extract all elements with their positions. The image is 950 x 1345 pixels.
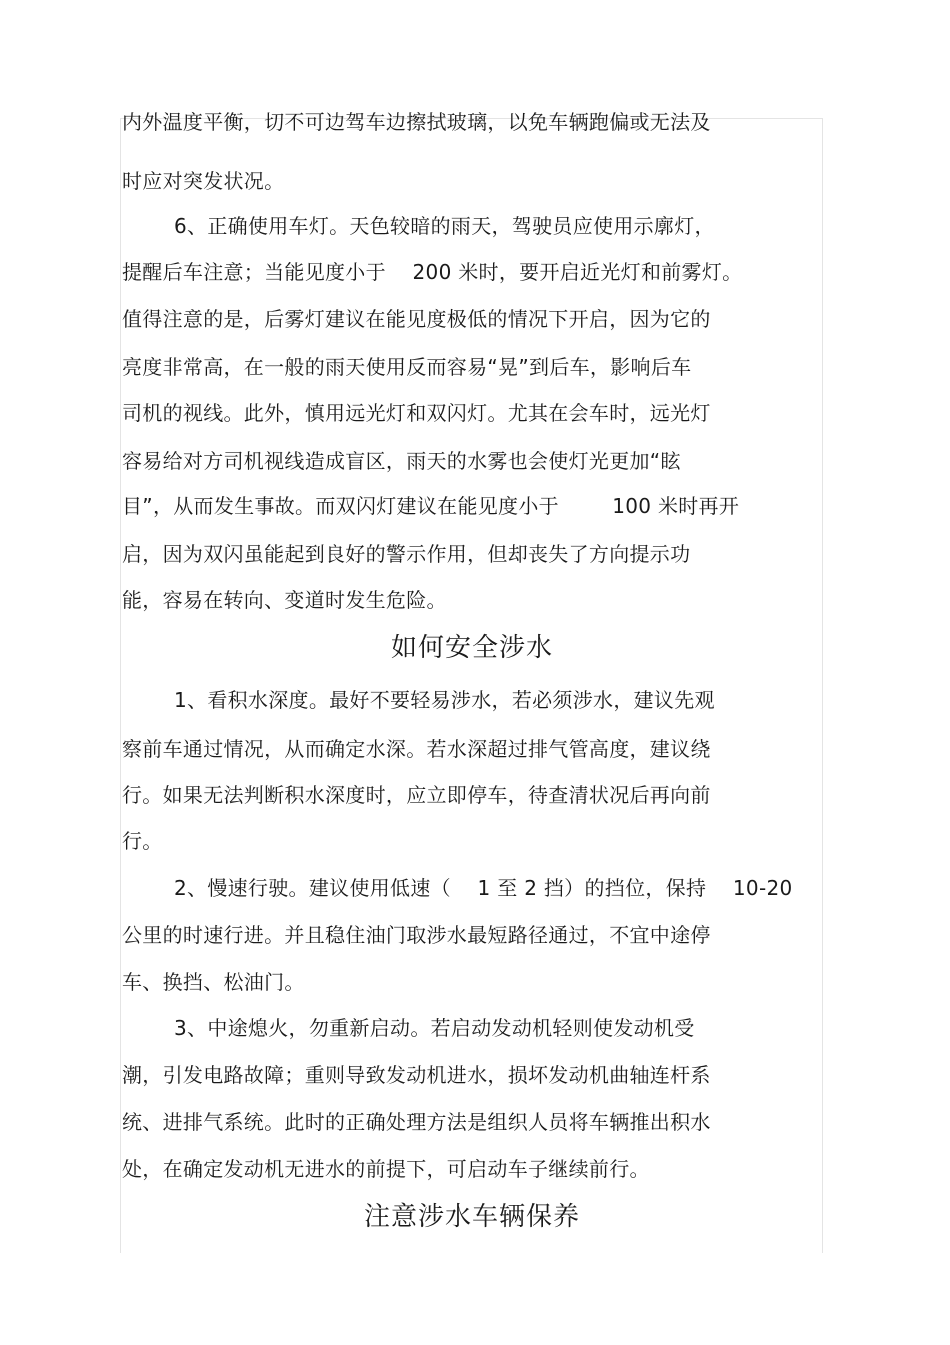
paragraph-line: 1、看积水深度。最好不要轻易涉水，若必须涉水，建议先观 xyxy=(174,688,715,712)
paragraph-line: 能，容易在转向、变道时发生危险。 xyxy=(122,588,447,612)
paragraph-line: 6、正确使用车灯。天色较暗的雨天，驾驶员应使用示廓灯， xyxy=(174,214,715,238)
paragraph-line: 处，在确定发动机无进水的前提下，可启动车子继续前行。 xyxy=(122,1157,650,1181)
paragraph-line: 2、慢速行驶。建议使用低速（ 1 至 2 挡）的挡位，保持 10-20 xyxy=(174,876,793,900)
paragraph-line: 潮，引发电路故障；重则导致发动机进水，损坏发动机曲轴连杆系 xyxy=(122,1063,711,1087)
paragraph-line: 时应对突发状况。 xyxy=(122,169,285,193)
paragraph-line: 提醒后车注意；当能见度小于 200 米时，要开启近光灯和前雾灯。 xyxy=(122,260,743,284)
paragraph-line: 行。如果无法判断积水深度时，应立即停车，待查清状况后再向前 xyxy=(122,783,711,807)
paragraph-line: 统、进排气系统。此时的正确处理方法是组织人员将车辆推出积水 xyxy=(122,1110,711,1134)
paragraph-line: 司机的视线。此外，慎用远光灯和双闪灯。尤其在会车时，远光灯 xyxy=(122,401,711,425)
paragraph-line: 察前车通过情况，从而确定水深。若水深超过排气管高度，建议绕 xyxy=(122,737,711,761)
paragraph-line: 目”，从而发生事故。而双闪灯建议在能见度小于 100 米时再开 xyxy=(122,494,740,518)
paragraph-line: 车、换挡、松油门。 xyxy=(122,970,305,994)
paragraph-line: 亮度非常高，在一般的雨天使用反而容易“晃”到后车，影响后车 xyxy=(122,355,692,379)
paragraph-line: 3、中途熄火，勿重新启动。若启动发动机轻则使发动机受 xyxy=(174,1016,695,1040)
paragraph-line: 值得注意的是，后雾灯建议在能见度极低的情况下开启，因为它的 xyxy=(122,307,711,331)
paragraph-line: 启，因为双闪虽能起到良好的警示作用，但却丧失了方向提示功 xyxy=(122,542,691,566)
paragraph-line: 公里的时速行进。并且稳住油门取涉水最短路径通过，不宜中途停 xyxy=(122,923,711,947)
section-heading: 如何安全涉水 xyxy=(390,633,553,663)
paragraph-line: 行。 xyxy=(122,829,163,853)
section-heading: 注意涉水车辆保养 xyxy=(363,1202,580,1232)
paragraph-line: 容易给对方司机视线造成盲区，雨天的水雾也会使灯光更加“眩 xyxy=(122,449,681,473)
paragraph-line: 内外温度平衡，切不可边驾车边擦拭玻璃，以免车辆跑偏或无法及 xyxy=(122,110,711,134)
